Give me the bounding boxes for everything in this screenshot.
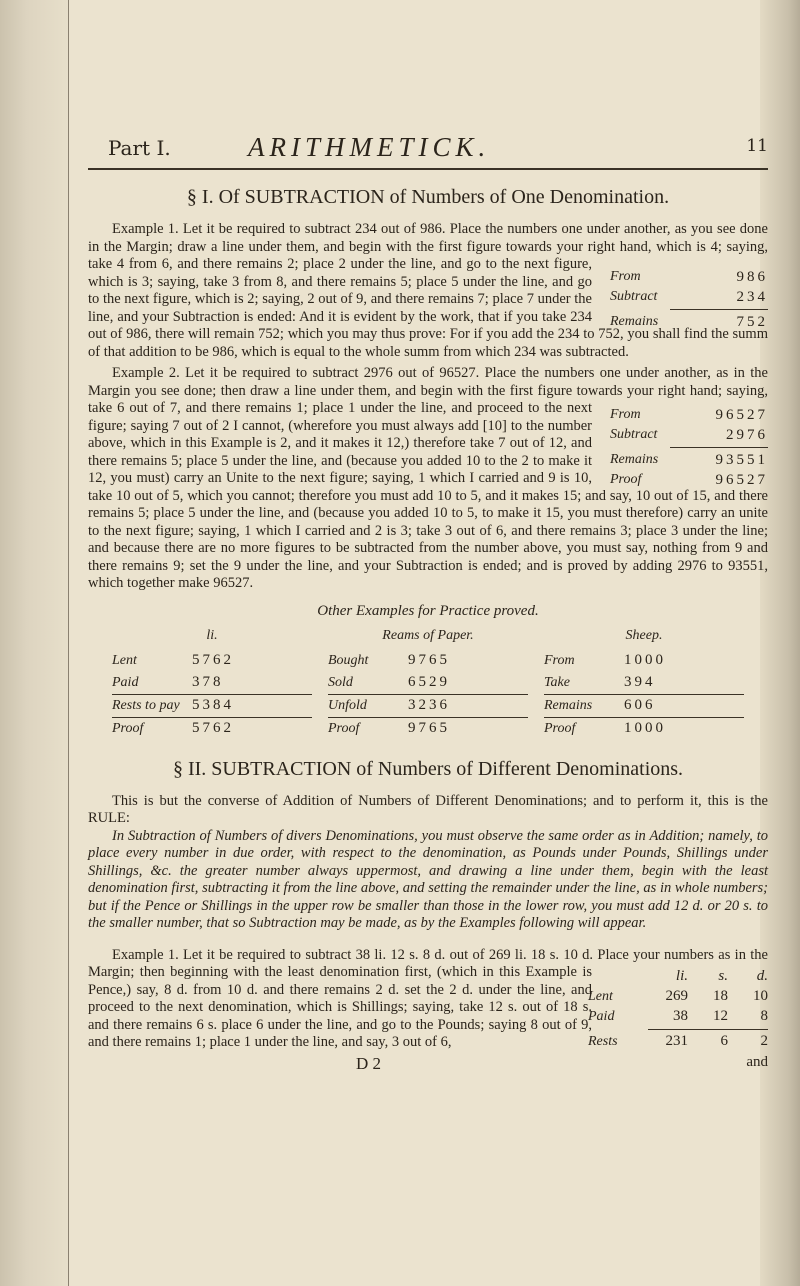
example-2 [88, 365, 768, 593]
margin-row: From 986 [610, 268, 768, 285]
example-1 [88, 221, 768, 361]
money-row: Rests 231 6 2 [588, 1033, 768, 1049]
column-header: li. [206, 627, 218, 643]
money-header-row: li. s. d. [675, 968, 768, 984]
money-row: Paid 38 12 8 [588, 1008, 768, 1024]
money-row: Lent 269 18 10 [588, 988, 768, 1004]
margin-row: Subtract 234 [610, 288, 768, 305]
running-title: ARITHMETICK. [248, 132, 491, 162]
margin-row: Subtract 2976 [610, 426, 768, 443]
example-line: Remains 606 [544, 695, 744, 718]
page-footer [88, 1054, 768, 1074]
example-line: Proof 1000 [544, 720, 666, 736]
signature-mark: D 2 [356, 1053, 382, 1073]
other-examples-heading: Other Examples for Practice proved. [317, 602, 539, 619]
example-line: Proof 9765 [328, 720, 450, 736]
example-3 [88, 947, 768, 1052]
example-2-text: Example 2. Let it be required to subtract 2976 out of 96527. Place the numbers one under another, as in the Margin you see done; then draw a line under them, and begin with the first figure towards your right hand; saying, take 6 out of 7, and there remains 1; place 1 under the line, and proceed to the next figure; saying 7 out of 2 I cannot, (wherefore you must always add [10] to the number above, which in this Example is 2, and it makes it 12,) therefore take 7 out of 12, and there remains 5; place 5 under the line, and (because you added 10 to the 2 to make it 12, you must) carry an Unite to the next figure; saying, 1 which I carried and 9 is 10, take 10 out of 5, which you cannot; therefore you must add 10 to 5, and it makes 15; and say, 10 out of 15, and there remains 5; place 5 under the line, and (because you added 10 to 5, to make it 15, you must therefore) carry an unite to the next figure; saying, 1 which I carried and 2 is 3; take 3 out of 6, and there remains 3; place 3 under the line; and because there are no more figures to be subtracted from the number above, you must say, nothing from 9 and there remains 9; set the 9 under the line, and your Subtraction is ended; and is proved by adding 2976 to 93551, which together make 96527. [88, 365, 768, 591]
example-line: Bought 9765 [328, 652, 450, 668]
example-line: Lent 5762 [112, 652, 234, 668]
rule-text: In Subtraction of Numbers of divers Denominations, you must observe the same order as in Addition; namely, to place every number in due order, with respect to the denomination, as Pounds under Pounds, Shillings under Shillings, &c. the greater number always uppermost, and drawing a line under them, begin with the least denomination first, subtracting it from the line above, and setting the remainder under the line, as in whole numbers; but if the Pence or Shillings in the upper row be smaller than those in the lower row, you must add 12 d. or 20 s. to the smaller number, that so Subtraction may be made, as by the Examples following will appear. [88, 827, 768, 931]
example-line: Take 394 [544, 672, 744, 695]
sum-rule [670, 447, 768, 448]
section-heading-2: § II. SUBTRACTION of Numbers of Different Denominations. [172, 757, 684, 780]
example-column [544, 628, 744, 740]
example-line: Unfold 3236 [328, 695, 528, 718]
example-3-text: Example 1. Let it be required to subtract 38 li. 12 s. 8 d. out of 269 li. 18 s. 10 d. Place your numbers as in the Margin; then beginning with the least denomination first, (which in this Example is Pence,) say, 8 d. from 10 d. and there remains 2 d. set the 2 d. under the line, and proceed to the next denomination, which is Shillings; saying, take 12 s. out of 18 s. and there remains 6 s. place 6 under the line, and go to the Pounds; saying 8 out of 9, and there remains 1; place 1 under the line, and say, 3 out of 6, [88, 946, 768, 1050]
margin-row: Proof 96527 [610, 471, 768, 488]
catchword: and [746, 1053, 768, 1070]
sum-rule [648, 1029, 768, 1030]
example-line: From 1000 [544, 652, 666, 668]
part-label: Part I. [108, 136, 171, 160]
example-column [112, 628, 312, 740]
section-heading-1: § I. Of SUBTRACTION of Numbers of One Denomination. [186, 186, 670, 208]
example-2-margin-sum [610, 405, 768, 490]
example-line: Proof 5762 [112, 720, 234, 736]
margin-row: Remains 752 [610, 313, 768, 330]
example-line: Rests to pay 5384 [112, 695, 312, 718]
running-head [88, 128, 768, 170]
sum-rule [670, 309, 768, 310]
example-line: Paid 378 [112, 672, 312, 695]
column-header: Sheep. [625, 627, 663, 643]
margin-row: Remains 93551 [610, 451, 768, 468]
money-table [588, 967, 768, 1052]
book-page [88, 128, 768, 1074]
column-header: Reams of Paper. [382, 627, 474, 643]
example-column [328, 628, 528, 740]
other-examples-table [112, 628, 744, 740]
page-number: 11 [746, 136, 768, 156]
example-1-text: Example 1. Let it be required to subtract 234 out of 986. Place the numbers one under another, as you see done in the Margin; draw a line under them, and begin with the first figure towards your right hand, which is 4; saying, take 4 from 6, and there remains 2; place 2 under the line, and go to the next figure, which is 3; saying, take 3 from 8, and there remains 5; place 5 under the line, and go to the next figure, which is 2; saying, 2 out of 9, and there remains 7; place 7 under the line, and your Subtraction is ended: And it is evident by the work, that if you take 234 out of 986, there will remain 752; which you may thus prove: For if you add the 234 to 752, you shall find the summ of that addition to be 986, which is equal to the whole summ from which 234 was subtracted. [88, 221, 768, 360]
example-1-margin-sum [610, 267, 768, 332]
example-line: Sold 6529 [328, 672, 528, 695]
previous-page-edge [0, 0, 69, 1286]
margin-row: From 96527 [610, 406, 768, 423]
rule-intro: This is but the converse of Addition of Numbers of Different Denominations; and to perform it, this is the RULE: [88, 792, 768, 826]
